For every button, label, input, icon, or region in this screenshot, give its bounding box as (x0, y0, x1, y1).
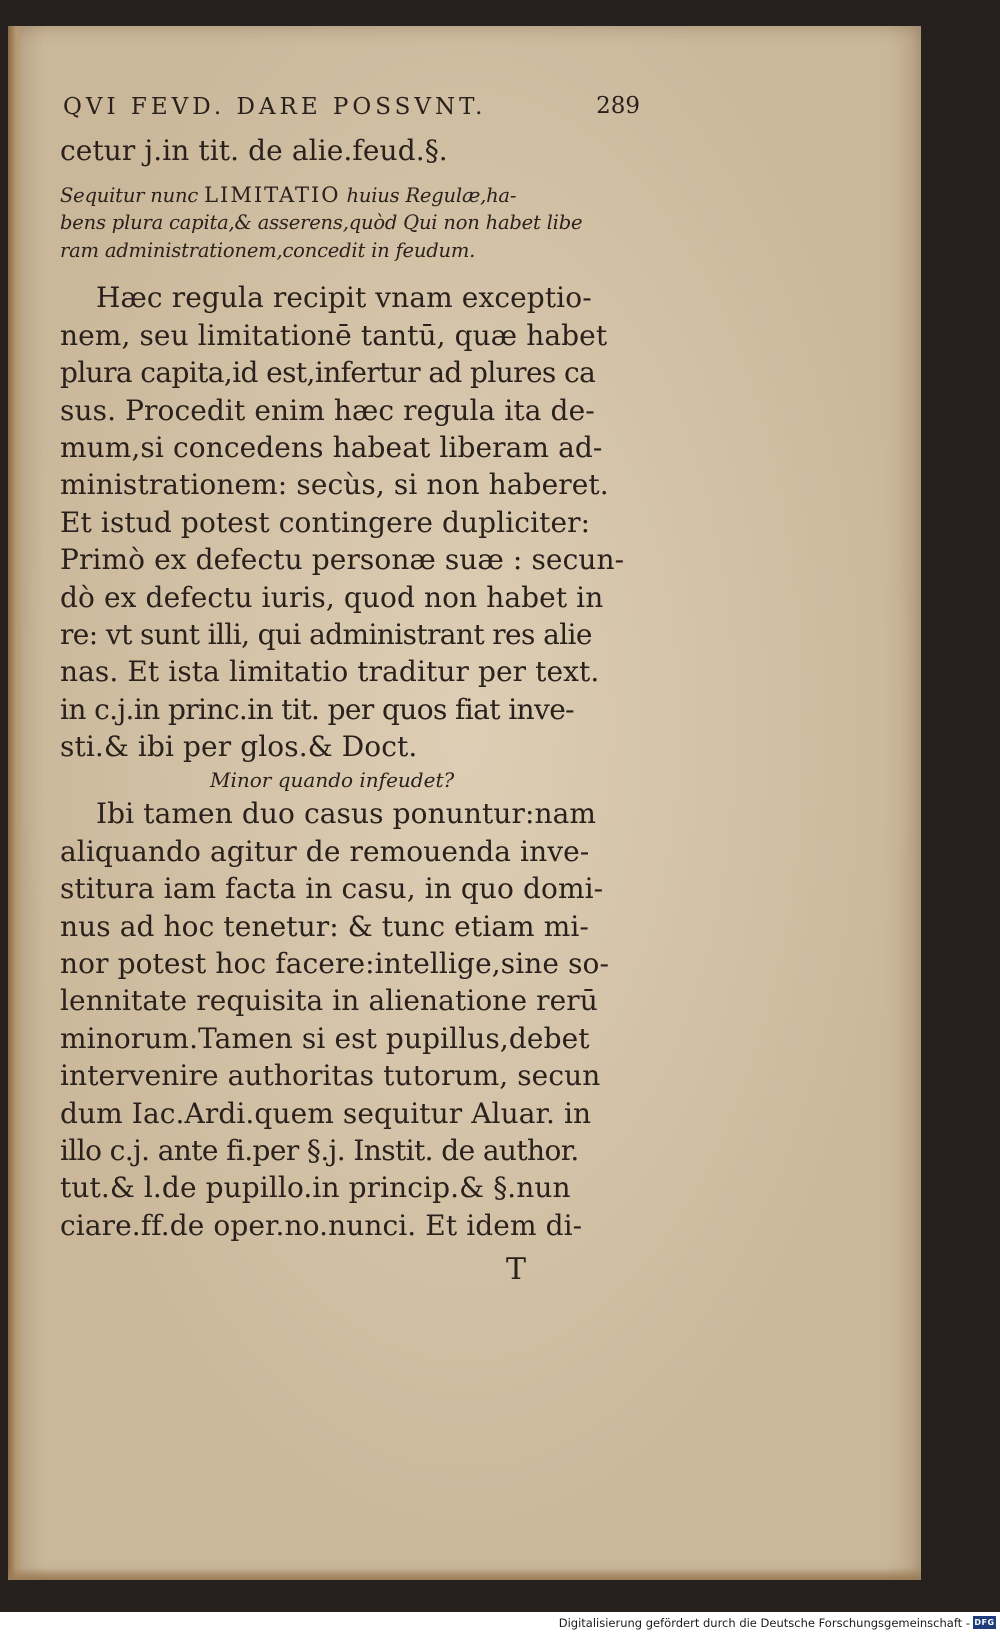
text-line: tut.& l.de pupillo.in princip.& §.nun (60, 1171, 571, 1205)
text-line: lennitate requisita in alienatione rerū (60, 984, 598, 1018)
dfg-logo-icon: DFG (974, 1618, 995, 1627)
text-line: nor potest hoc facere:intellige,sine so- (60, 947, 610, 981)
section-summary (60, 181, 640, 265)
page-bottom-edge (8, 1568, 921, 1580)
text-line: dò ex defectu iuris, quod non habet in (60, 580, 604, 614)
summary-caps: LIMITATIO (204, 183, 341, 208)
text-line: re: vt sunt illi, qui administrant res alie (60, 617, 592, 651)
text-line: ciare.ff.de oper.no.nunci. Et idem di- (60, 1208, 583, 1242)
text-line: ministrationem: secùs, si non haberet. (60, 468, 609, 502)
text-line: cetur j.in tit. de alie.feud.§. (60, 134, 448, 167)
text-line: dum Iac.Ardi.quem sequitur Aluar. in (60, 1096, 592, 1130)
summary-text: huius Regulæ,ha- (340, 184, 517, 208)
page-gutter-shadow (8, 26, 22, 1580)
summary-text: Sequitur nunc (60, 184, 205, 208)
text-line: plura capita,id est,infertur ad plures ca (60, 356, 596, 390)
running-title: QVI FEVD. DARE POSSVNT. (63, 94, 487, 120)
text-line: sus. Procedit enim hæc regula ita de- (60, 393, 595, 427)
signature-mark: T (506, 1252, 527, 1288)
text-line: Ibi tamen duo casus ponuntur:nam (96, 797, 597, 831)
text-line: intervenire authoritas tutorum, secun (60, 1059, 601, 1093)
footer-bar (0, 1612, 1000, 1634)
text-line: stitura iam facta in casu, in quo domi- (60, 872, 604, 906)
text-line: nem, seu limitationē tantū, quæ habet (60, 318, 608, 352)
text-line: nas. Et ista limitatio traditur per text. (60, 655, 600, 689)
text-line: Et istud potest contingere dupliciter: (60, 505, 591, 539)
page-number: 289 (596, 93, 640, 119)
text-line: Primò ex defectu personæ suæ : secun- (60, 543, 625, 577)
paragraph-2 (60, 795, 640, 1244)
summary-line: ram administrationem,concedit in feudum. (60, 239, 476, 263)
text-line: mum,si concedens habeat liberam ad- (60, 430, 603, 464)
text-line: aliquando agitur de remouenda inve- (60, 834, 590, 868)
text-line: illo c.j. ante fi.per §.j. Instit. de author. (60, 1133, 579, 1167)
summary-line: bens plura capita,& asserens,quòd Qui non habet libe (60, 211, 583, 235)
paragraph-1 (60, 279, 640, 765)
text-line: nus ad hoc tenetur: & tunc etiam mi- (60, 909, 589, 943)
running-head (60, 94, 640, 130)
text-line: in c.j.in princ.in tit. per quos fiat inve- (60, 692, 575, 726)
summary-line (60, 181, 640, 209)
text-line: minorum.Tamen si est pupillus,debet (60, 1021, 590, 1055)
funding-credit: Digitalisierung gefördert durch die Deutsche Forschungsgemeinschaft - (558, 1616, 970, 1630)
marginal-heading: Minor quando infeudet? (210, 768, 455, 793)
book-page (8, 26, 921, 1580)
text-block (60, 94, 640, 1290)
text-line: Hæc regula recipit vnam exceptio- (96, 281, 592, 315)
text-line: sti.& ibi per glos.& Doct. (60, 730, 418, 764)
